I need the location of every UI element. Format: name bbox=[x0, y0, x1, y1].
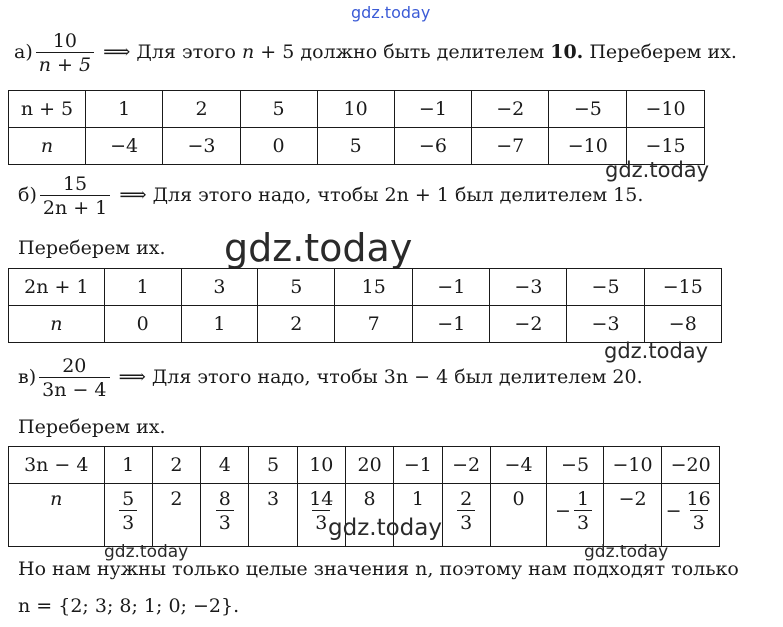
part-a-frac-numerator: 10 bbox=[52, 30, 77, 52]
table-c-cell bbox=[201, 484, 249, 547]
table-b-cell: 2n + 1 bbox=[9, 269, 105, 306]
table-b-cell: −1 bbox=[413, 306, 490, 343]
table-c-cell bbox=[547, 484, 604, 547]
table-c-fraction-cell bbox=[454, 488, 478, 534]
part-b-label: б) bbox=[18, 184, 37, 206]
table-a-cell: 5 bbox=[317, 128, 394, 165]
table-c-frac-numerator: 16 bbox=[686, 488, 711, 510]
table-a-cell: n bbox=[9, 128, 86, 165]
table-a-cell: −15 bbox=[627, 128, 705, 165]
table-c-fraction bbox=[216, 488, 234, 534]
watermark-big: gdz.today bbox=[224, 226, 413, 270]
table-a-cell: −10 bbox=[549, 128, 627, 165]
table-a-cell: −5 bbox=[549, 91, 627, 128]
table-a-cell: n + 5 bbox=[9, 91, 86, 128]
watermark-w5: gdz.today bbox=[584, 542, 669, 562]
part-a-text1: ⟹ Для этого bbox=[103, 41, 236, 63]
table-b-row bbox=[9, 306, 722, 343]
table-a-cell: 1 bbox=[85, 91, 162, 128]
table-c-fraction-cell bbox=[555, 488, 595, 534]
table-c-frac-numerator: 5 bbox=[122, 488, 135, 510]
table-c-frac-numerator: 8 bbox=[218, 488, 231, 510]
part-a-fraction bbox=[36, 30, 94, 76]
part-c-frac-numerator: 20 bbox=[62, 355, 87, 377]
table-b-cell: 0 bbox=[104, 306, 181, 343]
part-a-label: а) bbox=[14, 41, 33, 63]
table-c-frac-numerator: 1 bbox=[576, 488, 590, 510]
table-b-cell: −15 bbox=[644, 269, 721, 306]
table-b-cell: 15 bbox=[335, 269, 413, 306]
watermark-w3: gdz.today bbox=[328, 515, 442, 541]
watermark-top: gdz.today bbox=[351, 3, 431, 22]
table-a-cell: −10 bbox=[627, 91, 705, 128]
table-c-frac-denominator: 3 bbox=[312, 510, 330, 534]
table-a-cell: 10 bbox=[317, 91, 394, 128]
part-b-fraction bbox=[40, 173, 110, 219]
table-b-cell: −2 bbox=[490, 306, 567, 343]
table-c-cell: 3n − 4 bbox=[9, 447, 105, 484]
table-b-cell: 1 bbox=[104, 269, 181, 306]
table-b-row bbox=[9, 269, 722, 306]
table-c-frac-denominator: 3 bbox=[216, 510, 234, 534]
table-c-cell: 2 bbox=[152, 484, 200, 547]
part-a-text3: Переберем их. bbox=[589, 41, 737, 63]
table-c-cell: −1 bbox=[394, 447, 442, 484]
part-c-fraction bbox=[39, 355, 109, 401]
table-c-cell: 20 bbox=[345, 447, 393, 484]
table-c-row bbox=[9, 447, 720, 484]
part-c-text: ⟹ Для этого надо, чтобы 3n − 4 был делителем 20. bbox=[118, 366, 643, 388]
table-c-fraction-sign: − bbox=[665, 500, 682, 522]
watermark-w4: gdz.today bbox=[104, 542, 189, 562]
part-c-label: в) bbox=[18, 366, 37, 388]
table-a-cell: −1 bbox=[394, 91, 471, 128]
part-a-heading bbox=[14, 30, 737, 76]
table-c-fraction-cell bbox=[213, 488, 237, 534]
table-c-cell: −10 bbox=[603, 447, 662, 484]
table-c-cell: 0 bbox=[490, 484, 547, 547]
part-b-frac-numerator: 15 bbox=[62, 173, 88, 195]
table-a bbox=[8, 90, 705, 165]
table-c-frac-denominator: 3 bbox=[690, 510, 708, 534]
table-c-fraction-cell bbox=[666, 488, 716, 534]
table-b-cell: −3 bbox=[567, 306, 644, 343]
table-a-row bbox=[9, 91, 705, 128]
conclusion-line1: Но нам нужны только целые значения n, поэтому нам подходят только bbox=[18, 558, 739, 580]
table-c-frac-numerator: 14 bbox=[309, 488, 334, 510]
watermark-w1: gdz.today bbox=[605, 158, 710, 182]
part-c-frac-denominator: 3n − 4 bbox=[39, 377, 109, 401]
conclusion-line2: n = {2; 3; 8; 1; 0; −2}. bbox=[18, 595, 240, 617]
table-c-cell bbox=[104, 484, 152, 547]
table-a-cell: −3 bbox=[163, 128, 240, 165]
table-c-frac-numerator: 2 bbox=[460, 488, 473, 510]
table-b bbox=[8, 268, 722, 343]
table-c-cell: 1 bbox=[394, 484, 442, 547]
table-b-cell: 2 bbox=[258, 306, 335, 343]
table-c-cell: −4 bbox=[490, 447, 547, 484]
table-a-cell: −6 bbox=[394, 128, 471, 165]
table-b-cell: 5 bbox=[258, 269, 335, 306]
table-c-fraction bbox=[119, 488, 137, 534]
part-b-text: ⟹ Для этого надо, чтобы 2n + 1 был делителем 15. bbox=[119, 184, 644, 206]
table-a-cell: 2 bbox=[163, 91, 240, 128]
part-a-text2: + 5 должно быть делителем bbox=[260, 41, 545, 63]
table-c-fraction bbox=[574, 488, 592, 534]
table-c-cell: 8 bbox=[345, 484, 393, 547]
table-c-cell: 1 bbox=[104, 447, 152, 484]
table-a-cell: 5 bbox=[240, 91, 317, 128]
table-c-cell: −20 bbox=[662, 447, 720, 484]
table-a-row bbox=[9, 128, 705, 165]
part-c-heading bbox=[18, 355, 643, 401]
part-b-heading bbox=[18, 173, 643, 219]
table-b-cell: 1 bbox=[181, 306, 258, 343]
part-a-bold: 10. bbox=[550, 41, 584, 63]
table-c-cell: n bbox=[9, 484, 105, 547]
table-c-cell: −2 bbox=[442, 447, 490, 484]
table-c-fraction-sign: − bbox=[555, 500, 571, 522]
table-c-cell bbox=[442, 484, 490, 547]
part-b-frac-denominator: 2n + 1 bbox=[40, 195, 110, 219]
part-c-subtext: Переберем их. bbox=[18, 416, 166, 438]
watermark-w2: gdz.today bbox=[604, 339, 709, 363]
table-b-cell: 3 bbox=[181, 269, 258, 306]
table-c-frac-denominator: 3 bbox=[119, 510, 137, 534]
part-b-subtext: Переберем их. bbox=[18, 237, 166, 259]
table-a-cell: −7 bbox=[472, 128, 549, 165]
part-a-var: n bbox=[241, 41, 255, 63]
table-c-cell: 2 bbox=[152, 447, 200, 484]
table-c-cell: 10 bbox=[297, 447, 345, 484]
table-b-cell: −1 bbox=[413, 269, 490, 306]
table-c-frac-denominator: 3 bbox=[457, 510, 475, 534]
table-a-cell: 0 bbox=[240, 128, 317, 165]
table-b-cell: 7 bbox=[335, 306, 413, 343]
table-c-fraction bbox=[457, 488, 475, 534]
table-b-cell: −3 bbox=[490, 269, 567, 306]
table-a-cell: −4 bbox=[85, 128, 162, 165]
table-c-cell bbox=[662, 484, 720, 547]
table-b-cell: −5 bbox=[567, 269, 644, 306]
table-c-fraction-cell bbox=[116, 488, 140, 534]
table-a-cell: −2 bbox=[472, 91, 549, 128]
table-b-cell: n bbox=[9, 306, 105, 343]
table-c-cell: 3 bbox=[249, 484, 297, 547]
table-c-cell: −2 bbox=[603, 484, 662, 547]
table-c-fraction bbox=[685, 488, 713, 534]
table-b-cell: −8 bbox=[644, 306, 721, 343]
table-c-cell: 5 bbox=[249, 447, 297, 484]
table-c-cell: −5 bbox=[547, 447, 604, 484]
table-c-frac-denominator: 3 bbox=[574, 510, 592, 534]
table-c-cell: 4 bbox=[201, 447, 249, 484]
part-a-frac-denominator: n + 5 bbox=[36, 52, 94, 76]
